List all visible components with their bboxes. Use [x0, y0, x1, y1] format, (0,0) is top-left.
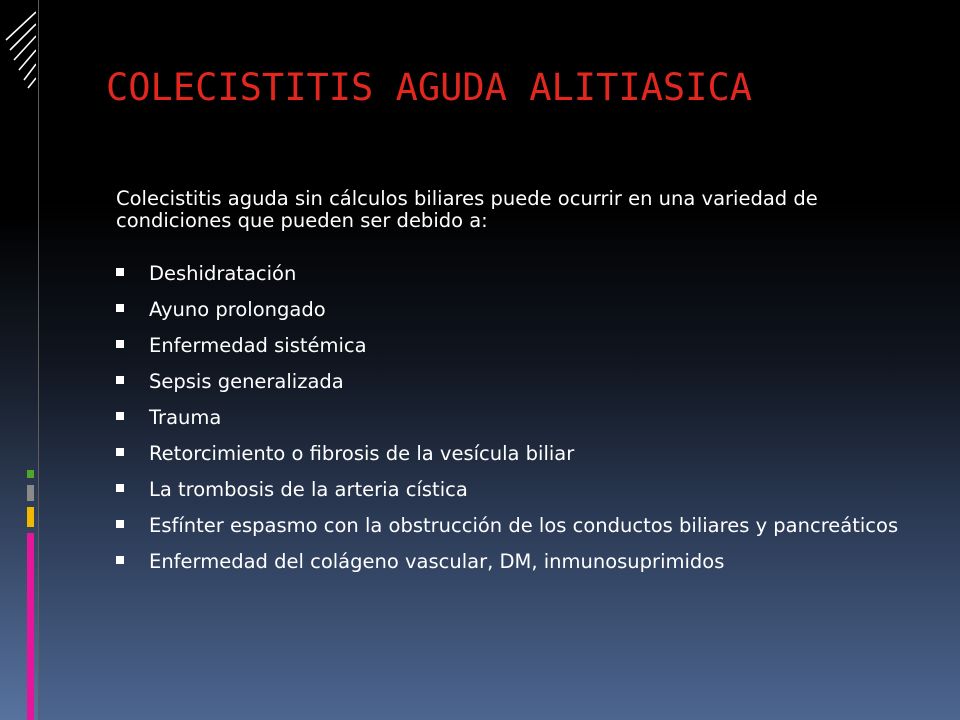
accent-square-yellow [27, 507, 34, 527]
square-bullet-icon [116, 520, 124, 528]
bullet-item [116, 407, 906, 429]
bullet-text: Ayuno prolongado [149, 298, 326, 321]
bullet-item [116, 551, 906, 573]
square-bullet-icon [116, 268, 124, 276]
accent-square-green [27, 470, 34, 478]
bullet-text: Retorcimiento o fibrosis de la vesícula biliar [149, 442, 575, 465]
slide-body [116, 188, 906, 587]
square-bullet-icon [116, 376, 124, 384]
bullet-item [116, 335, 906, 357]
bullet-text: Deshidratación [149, 262, 297, 285]
corner-decoration-icon [2, 10, 36, 90]
accent-bar-pink [27, 533, 34, 720]
bullet-text: La trombosis de la arteria cística [149, 478, 468, 501]
bullet-item [116, 443, 906, 465]
bullet-item [116, 263, 906, 285]
bullet-text: Trauma [149, 406, 222, 429]
side-divider-line [38, 0, 39, 720]
bullet-list [116, 263, 906, 573]
square-bullet-icon [116, 556, 124, 564]
square-bullet-icon [116, 448, 124, 456]
bullet-item [116, 299, 906, 321]
square-bullet-icon [116, 484, 124, 492]
bullet-text: Sepsis generalizada [149, 370, 344, 393]
bullet-text: Enfermedad del colágeno vascular, DM, inmunosuprimidos [149, 550, 725, 573]
square-bullet-icon [116, 304, 124, 312]
bullet-item [116, 371, 906, 393]
bullet-item [116, 479, 906, 501]
bullet-item [116, 515, 906, 537]
square-bullet-icon [116, 340, 124, 348]
intro-paragraph: Colecistitis aguda sin cálculos biliares puede ocurrir en una variedad de condiciones que pueden ser debido a: [116, 187, 818, 232]
slide-title: COLECISTITIS AGUDA ALITIASICA [106, 66, 753, 109]
square-bullet-icon [116, 412, 124, 420]
bullet-text: Enfermedad sistémica [149, 334, 367, 357]
accent-square-gray [27, 485, 34, 501]
bullet-text: Esfínter espasmo con la obstrucción de los conductos biliares y pancreáticos [149, 514, 899, 537]
